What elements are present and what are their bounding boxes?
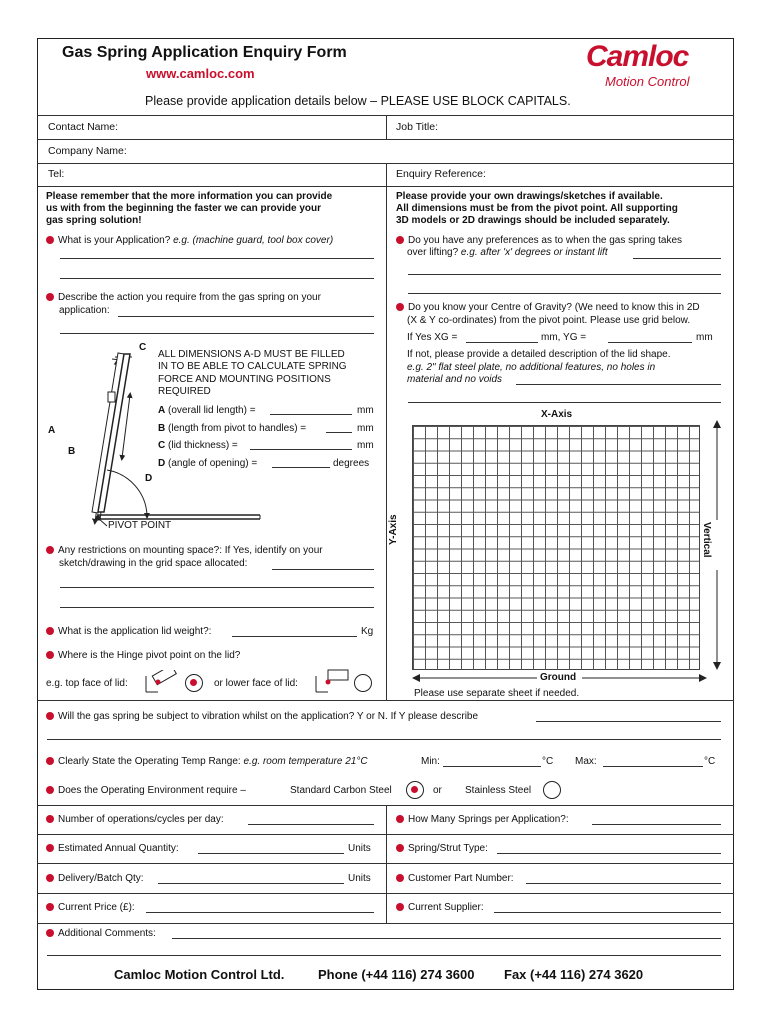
cog-grid[interactable]	[412, 425, 700, 670]
application-question: What is your Application? e.g. (machine guard, tool box cover)	[46, 235, 333, 246]
hinge-top-label: e.g. top face of lid:	[46, 678, 128, 689]
hinge-lower-label: or lower face of lid:	[214, 678, 298, 689]
bullet-icon	[46, 651, 54, 659]
comments-label: Additional Comments:	[46, 928, 156, 939]
temp-question: Clearly State the Operating Temp Range: e.g. room temperature 21°C	[46, 756, 368, 767]
dim-d-row: D (angle of opening) =	[158, 458, 258, 469]
yg-unit: mm	[696, 332, 713, 343]
temp-min-unit: °C	[542, 756, 554, 767]
tel-label: Tel:	[48, 168, 65, 180]
bullet-icon	[46, 757, 54, 765]
restrictions-line1: Any restrictions on mounting space?: If Yes, identify on your	[46, 545, 323, 556]
bullet-icon	[46, 844, 54, 852]
instruction-text: Please provide application details below – PLEASE USE BLOCK CAPITALS.	[145, 94, 571, 108]
ifnot-line2: e.g. 2" flat steel plate, no additional features, no holes in	[407, 362, 656, 373]
delivery-question: Delivery/Batch Qty:	[46, 873, 144, 884]
delivery-unit: Units	[348, 873, 371, 884]
dim-c-row: C (lid thickness) =	[158, 440, 238, 451]
dim-b-row: B (length from pivot to handles) =	[158, 423, 307, 434]
annual-qty-question: Estimated Annual Quantity:	[46, 843, 179, 854]
part-number-question: Customer Part Number:	[396, 873, 514, 884]
dim-b-unit: mm	[357, 423, 374, 434]
left-intro: Please remember that the more information you can provide us with from the beginning the faster we can provide your gas spring solution!	[46, 191, 333, 226]
diagram-label-d: D	[145, 473, 153, 484]
separate-sheet-note: Please use separate sheet if needed.	[414, 688, 580, 699]
yg-label: mm, YG =	[541, 332, 587, 343]
pivot-point-label: PIVOT POINT	[108, 520, 172, 531]
stainless-steel-radio[interactable]	[543, 781, 561, 799]
bullet-icon	[46, 236, 54, 244]
contact-name-label: Contact Name:	[48, 121, 119, 133]
hinge-question: Where is the Hinge pivot point on the lid?	[46, 650, 240, 661]
temp-max-unit: °C	[704, 756, 716, 767]
bullet-icon	[46, 929, 54, 937]
lid-weight-question: What is the application lid weight?:	[46, 626, 211, 637]
form-title: Gas Spring Application Enquiry Form	[62, 44, 347, 61]
restrictions-line2: sketch/drawing in the grid space allocated:	[59, 558, 248, 569]
bullet-icon	[46, 903, 54, 911]
action-question-line1: Describe the action you require from the gas spring on your	[46, 292, 321, 303]
vertical-arrow	[710, 420, 724, 670]
bullet-icon	[396, 903, 404, 911]
environment-question: Does the Operating Environment require –	[46, 785, 246, 796]
bullet-icon	[46, 627, 54, 635]
carbon-steel-label: Standard Carbon Steel	[290, 785, 392, 796]
brand-subtitle: Motion Control	[605, 74, 690, 89]
springs-question: How Many Springs per Application?:	[396, 814, 569, 825]
hinge-top-icon	[144, 670, 182, 696]
footer-company: Camloc Motion Control Ltd.	[114, 967, 285, 982]
bullet-icon	[396, 874, 404, 882]
supplier-question: Current Supplier:	[396, 902, 484, 913]
bullet-icon	[46, 815, 54, 823]
bullet-icon	[396, 844, 404, 852]
temp-min-label: Min:	[421, 756, 440, 767]
ifnot-line1: If not, please provide a detailed description of the lid shape.	[407, 349, 671, 360]
footer-phone: Phone (+44 116) 274 3600	[318, 967, 475, 982]
cog-line2: (X & Y co-ordinates) from the pivot point. Please use grid below.	[407, 315, 691, 326]
price-question: Current Price (£):	[46, 902, 135, 913]
env-or: or	[433, 785, 442, 796]
bullet-icon	[396, 303, 404, 311]
bullet-icon	[396, 815, 404, 823]
annual-qty-unit: Units	[348, 843, 371, 854]
bullet-icon	[46, 874, 54, 882]
vertical-label: Vertical	[701, 522, 712, 558]
y-axis-label: Y-Axis	[388, 514, 399, 545]
ifnot-line3: material and no voids	[407, 374, 503, 385]
website-link[interactable]: www.camloc.com	[146, 66, 255, 81]
x-axis-label: X-Axis	[541, 409, 573, 420]
bullet-icon	[46, 786, 54, 794]
lid-weight-unit: Kg	[361, 626, 374, 637]
action-question-line2: application:	[59, 305, 110, 316]
job-title-label: Job Title:	[396, 121, 439, 133]
carbon-steel-radio[interactable]	[406, 781, 424, 799]
hinge-lower-radio[interactable]	[354, 674, 372, 692]
brand-logo: Camloc	[586, 40, 689, 73]
bullet-icon	[396, 236, 404, 244]
dim-c-unit: mm	[357, 440, 374, 451]
diagram-label-a: A	[48, 425, 56, 436]
cog-line1: Do you know your Centre of Gravity? (We need to know this in 2D	[396, 302, 700, 313]
operations-question: Number of operations/cycles per day:	[46, 814, 224, 825]
diagram-label-c: C	[139, 342, 147, 353]
dim-a-unit: mm	[357, 405, 374, 416]
dim-d-unit: degrees	[333, 458, 370, 469]
bullet-icon	[46, 546, 54, 554]
company-name-label: Company Name:	[48, 145, 127, 157]
dim-a-row: A (overall lid length) =	[158, 405, 256, 416]
xg-label: If Yes XG =	[407, 332, 458, 343]
footer-fax: Fax (+44 116) 274 3620	[504, 967, 644, 982]
hinge-top-radio[interactable]	[185, 674, 203, 692]
stainless-steel-label: Stainless Steel	[465, 785, 532, 796]
vibration-question: Will the gas spring be subject to vibration whilst on the application? Y or N. If Y please describe	[46, 711, 478, 722]
preference-line2: over lifting? e.g. after 'x' degrees or instant lift	[407, 247, 608, 258]
bullet-icon	[46, 712, 54, 720]
hinge-lower-icon	[314, 668, 352, 694]
diagram-label-b: B	[68, 446, 76, 457]
dimensions-note: ALL DIMENSIONS A-D MUST BE FILLED IN TO BE ABLE TO CALCULATE SPRING FORCE AND MOUNTING POSITIONS REQUIRED	[158, 349, 347, 397]
temp-max-label: Max:	[575, 756, 597, 767]
bullet-icon	[46, 293, 54, 301]
enquiry-ref-label: Enquiry Reference:	[396, 168, 486, 180]
strut-type-question: Spring/Strut Type:	[396, 843, 488, 854]
preference-line1: Do you have any preferences as to when the gas spring takes	[396, 235, 682, 246]
ground-label: Ground	[540, 672, 577, 683]
right-intro: Please provide your own drawings/sketches if available. All dimensions must be from the pivot point. All supporting 3D models or 2D drawings should be included separately.	[396, 191, 678, 226]
